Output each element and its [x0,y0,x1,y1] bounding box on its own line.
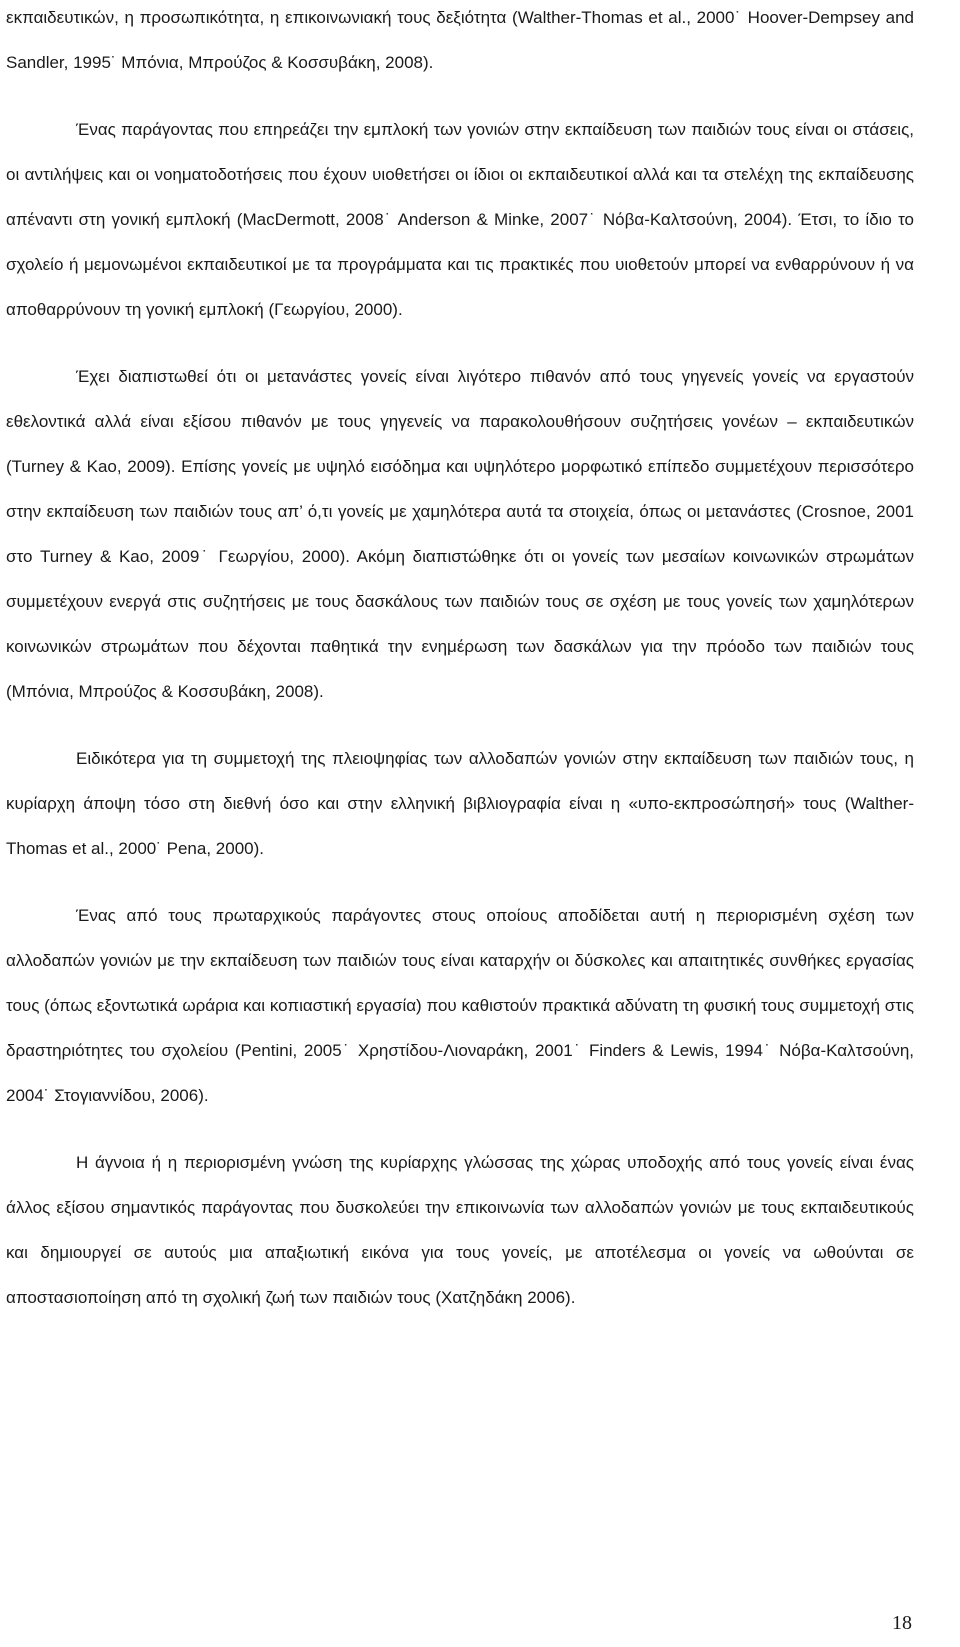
paragraph-continuation: εκπαιδευτικών, η προσωπικότητα, η επικοινωνιακή τους δεξιότητα (Walther-Thomas et al., 2000˙ Hoover-Dempsey and Sandler, 1995˙ Μπόνια, Μπρούζος & Κοσσυβάκη, 2008). [6,8,914,72]
paragraph-underrepresentation: Ειδικότερα για τη συμμετοχή της πλειοψηφίας των αλλοδαπών γονιών στην εκπαίδευση των παιδιών τους, η κυρίαρχη άποψη τόσο στη διεθνή όσο και στην ελληνική βιβλιογραφία είναι η «υπο-εκπροσώπησή» τους (Walther-Thomas et al., 2000˙ Pena, 2000). [6,749,914,858]
body-text [6,0,914,1342]
page-number: 18 [892,1612,912,1634]
paragraph-teacher-attitudes: Ένας παράγοντας που επηρεάζει την εμπλοκή των γονιών στην εκπαίδευση των παιδιών τους είναι οι στάσεις, οι αντιλήψεις και οι νοηματοδοτήσεις που έχουν υιοθετήσει οι ίδιοι οι εκπαιδευτικοί αλλά και τα στελέχη της εκπαίδευσης απέναντι στη γονική εμπλοκή (MacDermott, 2008˙ Anderson & Minke, 2007˙ Νόβα-Καλτσούνη, 2004). Έτσι, το ίδιο το σχολείο ή μεμονωμένοι εκπαιδευτικοί με τα προγράμματα και τις πρακτικές που υιοθετούν μπορεί να ενθαρρύνουν ή να αποθαρρύνουν τη γονική εμπλοκή (Γεωργίου, 2000). [6,120,914,319]
paragraph-language-barrier: Η άγνοια ή η περιορισμένη γνώση της κυρίαρχης γλώσσας της χώρας υποδοχής από τους γονείς είναι ένας άλλος εξίσου σημαντικός παράγοντας που δυσκολεύει την επικοινωνία των αλλοδαπών γονιών με τους εκπαιδευτικούς και δημιουργεί σε αυτούς μια απαξιωτική εικόνα για τους γονείς, με αποτέλεσμα οι γονείς να ωθούνται σε αποστασιοποίηση από τη σχολική ζωή των παιδιών τους (Χατζηδάκη 2006). [6,1153,914,1307]
paragraph-immigrant-parents: Έχει διαπιστωθεί ότι οι μετανάστες γονείς είναι λιγότερο πιθανόν από τους γηγενείς γονείς να εργαστούν εθελοντικά αλλά είναι εξίσου πιθανόν με τους γηγενείς να παρακολουθήσουν συζητήσεις γονέων – εκπαιδευτικών (Turney & Kao, 2009). Επίσης γονείς με υψηλό εισόδημα και υψηλότερο μορφωτικό επίπεδο συμμετέχουν περισσότερο στην εκπαίδευση των παιδιών τους απ’ ό,τι γονείς με χαμηλότερα αυτά τα στοιχεία, όπως οι μετανάστες (Crosnoe, 2001 στο Turney & Kao, 2009˙ Γεωργίου, 2000). Ακόμη διαπιστώθηκε ότι οι γονείς των μεσαίων κοινωνικών στρωμάτων συμμετέχουν ενεργά στις συζητήσεις με τους δασκάλους των παιδιών τους σε σχέση με τους γονείς των χαμηλότερων κοινωνικών στρωμάτων που δέχονται παθητικά την ενημέρωση των δασκάλων για την πρόοδο των παιδιών τους (Μπόνια, Μπρούζος & Κοσσυβάκη, 2008). [6,367,914,701]
paragraph-working-conditions: Ένας από τους πρωταρχικούς παράγοντες στους οποίους αποδίδεται αυτή η περιορισμένη σχέση των αλλοδαπών γονιών με την εκπαίδευση των παιδιών τους είναι καταρχήν οι δύσκολες και απαιτητικές συνθήκες εργασίας τους (όπως εξοντωτικά ωράρια και κοπιαστική εργασία) που καθιστούν πρακτικά αδύνατη τη φυσική τους συμμετοχή στις δραστηριότητες του σχολείου (Pentini, 2005˙ Χρηστίδου-Λιοναράκη, 2001˙ Finders & Lewis, 1994˙ Νόβα-Καλτσούνη, 2004˙ Στογιαννίδου, 2006). [6,906,914,1105]
